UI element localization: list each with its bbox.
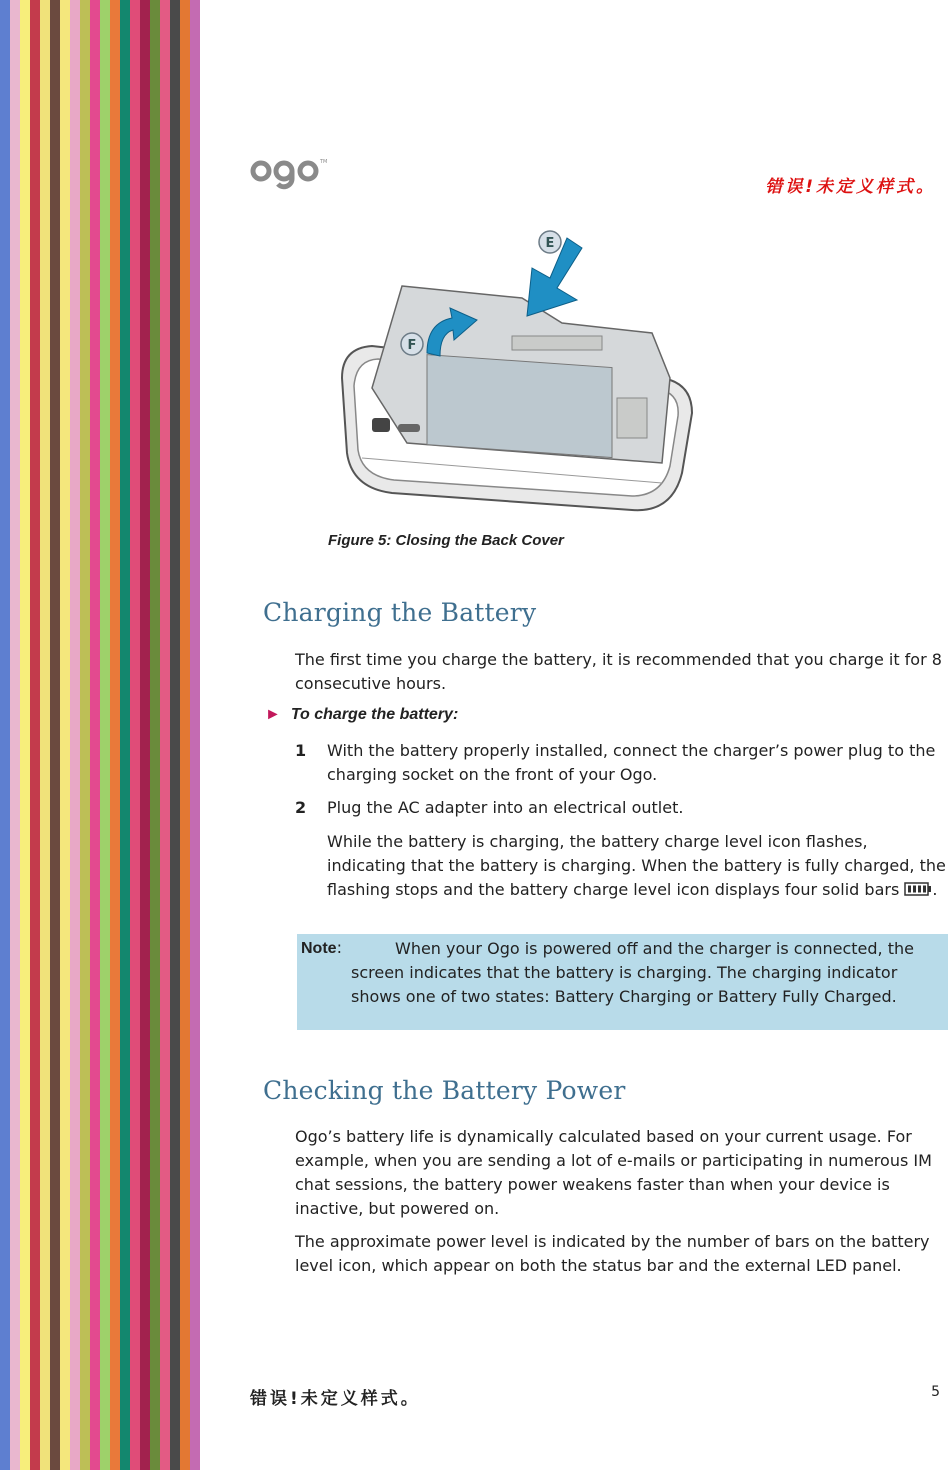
procedure-arrow-icon: ► bbox=[265, 706, 281, 723]
stripe-16 bbox=[150, 0, 160, 1470]
stripe-6 bbox=[50, 0, 60, 1470]
stripe-19 bbox=[180, 0, 190, 1470]
continuation-end: . bbox=[932, 880, 938, 899]
page-number: 5 bbox=[931, 1384, 940, 1400]
stripe-4 bbox=[30, 0, 40, 1470]
step-1 bbox=[295, 739, 945, 787]
procedure-heading bbox=[265, 706, 458, 724]
device-back-cover-figure bbox=[332, 228, 702, 518]
figure-label-f: F bbox=[407, 338, 417, 353]
stripe-11 bbox=[100, 0, 110, 1470]
procedure-title: To charge the battery: bbox=[290, 706, 459, 723]
running-footer: 错误!未定义样式。 bbox=[250, 1389, 421, 1409]
stripe-17 bbox=[160, 0, 170, 1470]
ogo-logo-icon bbox=[250, 155, 330, 191]
note-box bbox=[297, 934, 948, 1030]
stripe-7 bbox=[60, 0, 70, 1470]
checking-para-1: Ogo’s battery life is dynamically calculated based on your current usage. For example, when you are sending a lot of e-mails or participating in numerous IM chat sessions, the battery power weakens faster than when your device is inactive, but powered on. bbox=[295, 1127, 932, 1218]
step-text: With the battery properly installed, connect the charger’s power plug to the charging socket on the front of your Ogo. bbox=[327, 741, 936, 784]
stripe-12 bbox=[110, 0, 120, 1470]
stripe-3 bbox=[20, 0, 30, 1470]
stripe-18 bbox=[170, 0, 180, 1470]
stripe-9 bbox=[80, 0, 90, 1470]
stripe-14 bbox=[130, 0, 140, 1470]
svg-text:TM: TM bbox=[320, 159, 328, 165]
stripe-5 bbox=[40, 0, 50, 1470]
step-text: Plug the AC adapter into an electrical outlet. bbox=[327, 798, 684, 817]
stripe-15 bbox=[140, 0, 150, 1470]
figure-caption: Figure 5: Closing the Back Cover bbox=[328, 532, 564, 549]
stripe-13 bbox=[120, 0, 130, 1470]
stripe-2 bbox=[10, 0, 20, 1470]
checking-para-2: The approximate power level is indicated by the number of bars on the battery level icon, which appear on both the status bar and the external LED panel. bbox=[295, 1232, 930, 1275]
decorative-stripe-band bbox=[0, 0, 200, 1470]
stripe-10 bbox=[90, 0, 100, 1470]
section-heading-charging: Charging the Battery bbox=[263, 598, 537, 627]
step-2-continuation bbox=[295, 830, 948, 902]
stripe-1 bbox=[0, 0, 10, 1470]
figure-label-e: E bbox=[545, 236, 555, 251]
battery-slot bbox=[427, 355, 612, 458]
running-header: 错误!未定义样式。 bbox=[765, 177, 936, 197]
step-number: 1 bbox=[295, 741, 307, 760]
note-colon: : bbox=[336, 938, 342, 957]
stripe-20 bbox=[190, 0, 200, 1470]
step-2 bbox=[295, 796, 945, 820]
continuation-text: While the battery is charging, the battery charge level icon flashes, indicating that the battery is charging. When the battery is fully charged, the flashing stops and the battery charge level icon displays four solid bars bbox=[327, 832, 946, 899]
section-heading-checking: Checking the Battery Power bbox=[263, 1076, 626, 1105]
charging-intro: The first time you charge the battery, it is recommended that you charge it for 8 consecutive hours. bbox=[295, 650, 942, 693]
battery-full-icon bbox=[904, 882, 932, 896]
note-label: Note bbox=[301, 940, 337, 957]
step-number: 2 bbox=[295, 798, 307, 817]
note-text: When your Ogo is powered off and the charger is connected, the screen indicates that the battery is charging. The charging indicator shows one of two states: Battery Charging or Battery Fully Charged. bbox=[351, 939, 914, 1006]
stripe-8 bbox=[70, 0, 80, 1470]
